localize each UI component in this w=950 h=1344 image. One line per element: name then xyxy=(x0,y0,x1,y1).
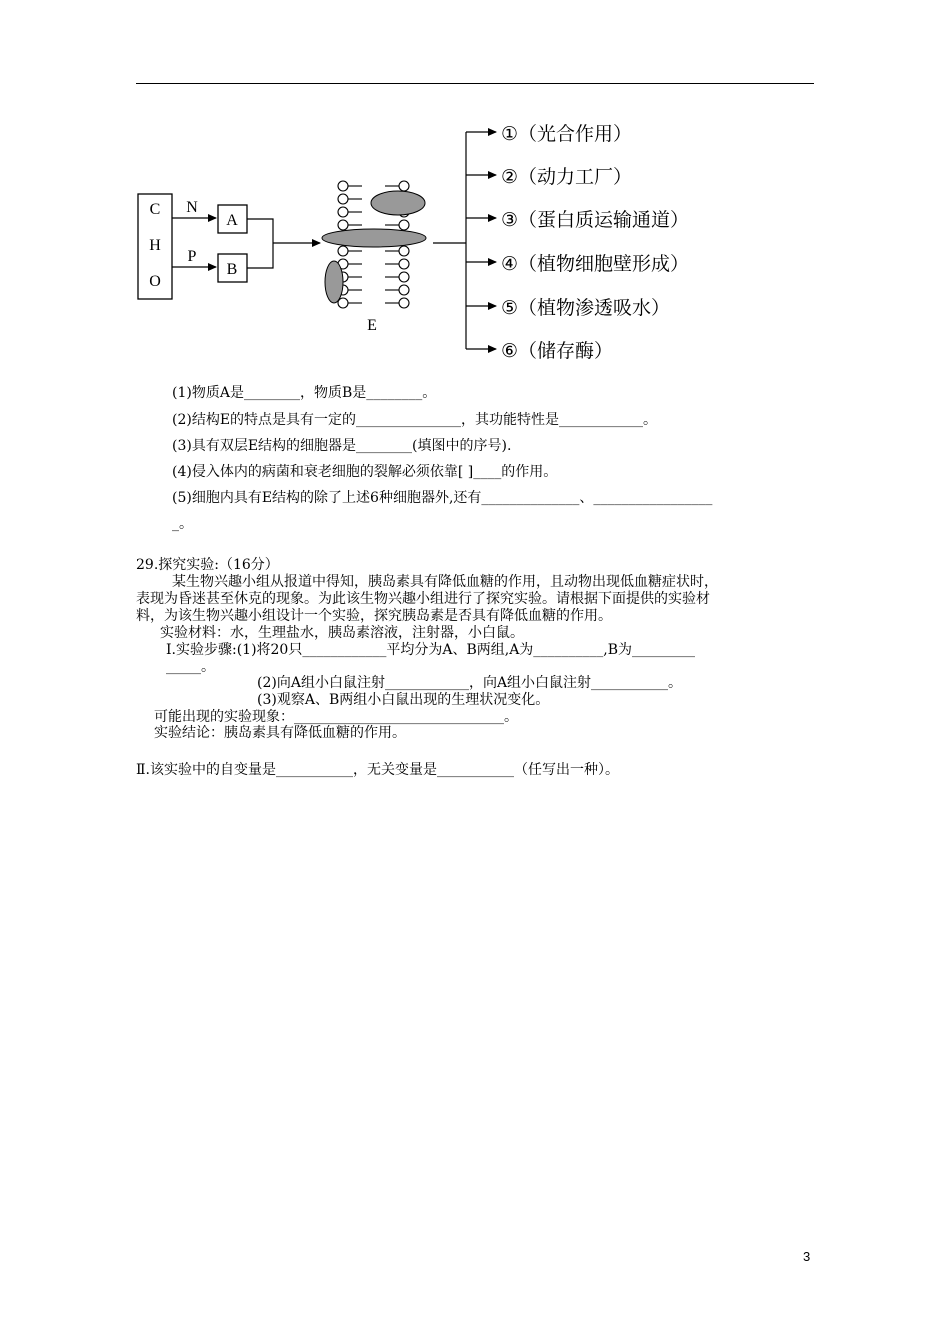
membrane-diagram xyxy=(130,112,730,372)
box-b-label: B xyxy=(226,261,238,278)
label-p: P xyxy=(187,248,197,265)
cho-letter-h: H xyxy=(149,237,161,254)
box-a-label: A xyxy=(226,212,238,229)
organelle-3: ③（蛋白质运输通道） xyxy=(501,209,690,231)
header-rule xyxy=(136,83,814,84)
label-n: N xyxy=(186,199,198,216)
protein-top xyxy=(371,191,425,215)
question-4: (4)侵入体内的病菌和衰老细胞的裂解必须依靠[ ]____的作用。 xyxy=(172,464,558,480)
q29-conclusion: 实验结论：胰岛素具有降低血糖的作用。 xyxy=(154,725,406,741)
cho-letter-o: O xyxy=(149,273,161,290)
merge-bracket xyxy=(247,219,273,268)
q29-title: 29.探究实验:（16分） xyxy=(136,557,279,573)
q29-step-1: Ⅰ.实验步骤:(1)将20只____________平均分为A、B两组,A为__________,B为_________ xyxy=(166,642,696,658)
question-1: (1)物质A是________，物质B是________。 xyxy=(172,385,437,401)
organelle-4: ④（植物细胞壁形成） xyxy=(501,253,690,275)
protein-middle xyxy=(322,229,426,247)
organelle-6: ⑥（储存酶） xyxy=(501,340,614,362)
question-5: (5)细胞内具有E结构的除了上述6种细胞器外,还有______________、_________________ xyxy=(172,490,713,506)
organelle-1: ①（光合作用） xyxy=(501,123,633,145)
q29-intro-2: 表现为昏迷甚至休克的现象。为此该生物兴趣小组进行了探究实验。请根据下面提供的实验材 xyxy=(136,591,710,607)
q29-part-2: Ⅱ.该实验中的自变量是___________，无关变量是___________（任写出一种）。 xyxy=(136,762,619,778)
q29-step-2: (2)向A组小白鼠注射____________，向A组小白鼠注射___________。 xyxy=(257,675,683,691)
q29-step-3: (3)观察A、B两组小白鼠出现的生理状况变化。 xyxy=(257,692,550,708)
cho-letter-c: C xyxy=(149,201,161,218)
q29-step-1-cont: _____。 xyxy=(166,659,215,675)
q29-materials: 实验材料：水，生理盐水，胰岛素溶液，注射器，小白鼠。 xyxy=(160,625,524,641)
question-5-cont: _。 xyxy=(172,516,193,532)
page-number: 3 xyxy=(803,1249,811,1264)
organelle-5: ⑤（植物渗透吸水） xyxy=(501,297,671,319)
organelle-2: ②（动力工厂） xyxy=(501,166,633,188)
q29-intro-1: 某生物兴趣小组从报道中得知，胰岛素具有降低血糖的作用，且动物出现低血糖症状时， xyxy=(172,574,718,590)
q29-intro-3: 料，为该生物兴趣小组设计一个实验，探究胰岛素是否具有降低血糖的作用。 xyxy=(136,608,612,624)
protein-left xyxy=(325,261,343,303)
question-3: (3)具有双层E结构的细胞器是________(填图中的序号). xyxy=(172,438,512,454)
q29-phenomenon: 可能出现的实验现象：______________________________。 xyxy=(154,709,518,725)
question-2: (2)结构E的特点是具有一定的_______________，其功能特性是____________。 xyxy=(172,412,658,428)
label-e: E xyxy=(367,317,377,334)
